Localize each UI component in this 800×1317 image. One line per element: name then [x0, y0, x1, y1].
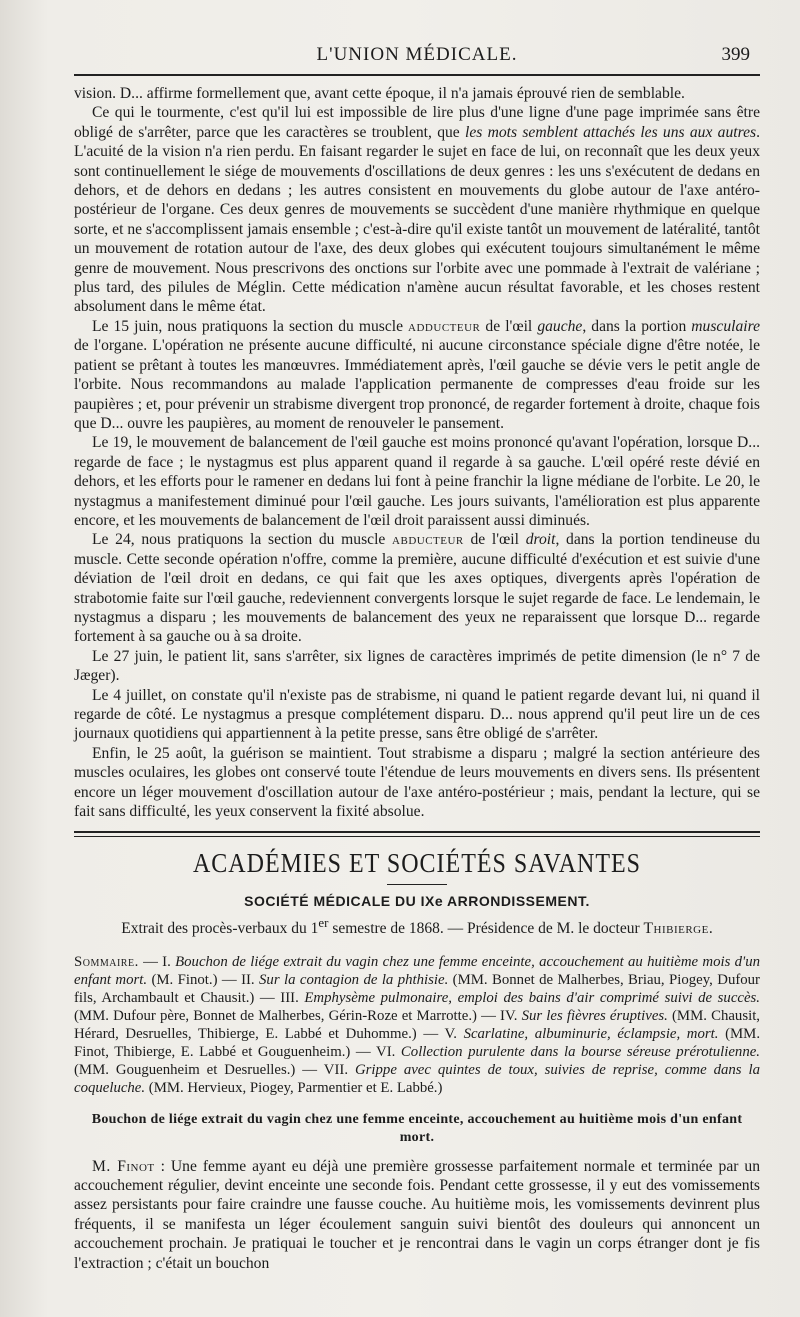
paragraph — [74, 1157, 760, 1273]
summary-item-title: Sur la contagion de la phthisie. — [259, 971, 449, 988]
text-run: Ce qui le tourmente, c'est qu'il lui est impossible de lire plus d'une ligne d'une page imprimée sans être obligé de s'arrêter, parce que les caractères se troublent, que — [74, 104, 760, 141]
summary-item-title: Bouchon de liége extrait du vagin chez une femme enceinte, accouchement au huitième mois d'un enfant mort. — [74, 953, 760, 988]
paragraph — [74, 317, 760, 433]
italic-run: les mots semblent attachés les uns aux autres — [465, 123, 757, 141]
society-heading: SOCIÉTÉ MÉDICALE DU IXe ARRONDISSEMENT. — [244, 893, 590, 910]
header-rule — [74, 74, 760, 76]
summary-item-title: Emphysème pulmonaire, emploi des bains d'air comprimé suivi de succès. — [304, 989, 760, 1006]
title-rule — [387, 884, 447, 885]
president-name: Thibierge — [643, 920, 709, 938]
paragraph: Enfin, le 25 août, la guérison se maintient. Tout strabisme a disparu ; malgré la section antérieure des muscles oculaires, les globes ont conservé toute l'étendue de leurs mouvements en divers sens. Ils présentent encore un léger mouvement d'oscillation autour de l'axe antéro-postérieur ; mais, pendant la lecture, qui se fait sans difficulté, les yeux conservent la fixité absolue. — [74, 744, 760, 821]
text-run: . — [708, 920, 713, 938]
text-run: (MM. Gouguenheim et Desruelles.) — VII. — [74, 1061, 355, 1078]
article-body — [74, 1157, 760, 1273]
paragraph: Le 27 juin, le patient lit, sans s'arrêter, six lignes de caractères imprimés de petite dimension (le n° 7 de Jæger). — [74, 647, 760, 685]
paragraph — [74, 103, 760, 316]
case-report-continuation — [74, 84, 760, 821]
text-run: semestre de 1868. — Présidence de M. le docteur — [328, 920, 644, 938]
paragraph: Le 4 juillet, on constate qu'il n'existe pas de strabisme, ni quand le patient regarde devant lui, ni quand il regarde de côté. Le nystagmus a presque complétement disparu. D... nous apprend qu'il peut lire un de ces journaux quotidiens qui appartiennent à la petite presse, sans être obligé de s'arrêter. — [74, 686, 760, 743]
page-number: 399 — [721, 44, 750, 65]
summary-item-title: Grippe avec quintes de toux, suivies de reprise, comme dans la coqueluche. — [74, 1061, 760, 1096]
text-run: (MM. Chausit, Hérard, Desruelles, Thibierge, E. Labbé et Duhomme.) — V. — [74, 1007, 761, 1042]
text-run: (MM. Hervieux, Piogey, Parmentier et E. Labbé.) — [145, 1079, 443, 1096]
text-run: (MM. Finot, Thibierge, E. Labbé et Gouguenheim.) — VI. — [74, 1025, 761, 1060]
summary-label: Sommaire. — [74, 953, 139, 970]
page-header — [74, 0, 760, 70]
small-caps-run: abducteur — [392, 531, 464, 549]
paragraph — [74, 530, 760, 646]
summary-item-title: Sur les fièvres éruptives. — [521, 1007, 668, 1024]
text-run: , dans la portion tendineuse du muscle. Cette seconde opération n'offre, comme la première, aucune difficulté d'exécution et est suivie d'une déviation de l'œil droit en dedans, ce qui fait que les axes optiques, divergents après l'opération de strabotomie faite sur l'œil gauche, redeviennent convergents lorsque le sujet regarde de face. Le lendemain, le nystagmus a disparu ; les mouvements de balancement des yeux ne reparaissent que lorsque D... regarde fortement à sa gauche ou à sa droite. — [74, 531, 761, 646]
paragraph: Le 19, le mouvement de balancement de l'œil gauche est moins prononcé qu'avant l'opération, lorsque D... regarde de face ; le nystagmus est plus apparent quand il regarde à sa gauche. L'œil opéré reste dévié en dehors, et les efforts pour le ramener en dedans lui font à peine franchir la ligne médiane de l'orbite. Le 20, le nystagmus a manifestement diminué pour l'œil gauche. Les jours suivants, l'amélioration est plus apparente encore, et les mouvements de balancement de l'œil droit paraissent aussi diminués. — [74, 434, 760, 529]
text-run: de l'œil — [463, 531, 526, 549]
text-run: . L'acuité de la vision n'a rien perdu. En faisant regarder le sujet en face de lui, on reconnaît que les deux yeux sont continuellement le siége de mouvements d'oscillations de deux genres : les uns s'exécutent de dedans en dehors, et de dehors en dedans ; les autres consistent en mouvements du globe autour de l'axe antéro-postérieur de l'organe. Ces deux genres de mouvements se succèdent d'une manière rhythmique en quelque sorte, et ne s'accomplissent jamais ensemble ; c'est-à-dire qu'il existe tantôt un mouvement de latéralité, tantôt un mouvement de rotation autour de l'axe, des deux globes qui exécutent toujours simultanément le même genre de mouvement. Nous prescrivons des onctions sur l'orbite avec une pommade à l'extrait de valériane ; plus tard, des pilules de Méglin. Cette médication n'amène aucun résultat favorable, et les choses restent absolument dans le même état. — [74, 123, 760, 316]
small-caps-run: adducteur — [408, 317, 481, 335]
text-run: de l'œil — [480, 317, 538, 335]
summary — [74, 953, 760, 1097]
running-title: L'UNION MÉDICALE. — [316, 44, 518, 65]
text-run: , dans la portion — [582, 317, 692, 335]
italic-run: gauche — [537, 317, 583, 335]
text-run: (MM. Dufour père, Bonnet de Malherbes, Gérin-Roze et Marrotte.) — IV. — [74, 1007, 522, 1024]
section-title: ACADÉMIES ET SOCIÉTÉS SAVANTES — [192, 849, 642, 880]
text-run: Extrait des procès-verbaux du 1 — [121, 920, 319, 938]
extract-line — [74, 915, 760, 938]
text-run: — I. — [138, 953, 176, 970]
text-run: (M. Finot.) — II. — [147, 971, 260, 988]
summary-item-title: Scarlatine, albuminurie, éclampsie, mort. — [463, 1025, 719, 1042]
text-run: Le 15 juin, nous pratiquons la section du muscle — [92, 317, 409, 335]
summary-item-title: Collection purulente dans la bourse séreuse prérotulienne. — [400, 1043, 760, 1060]
speaker-name: M. Finot — [92, 1157, 155, 1175]
superscript: er — [318, 915, 329, 931]
italic-run: musculaire — [691, 317, 761, 335]
article-title: Bouchon de liége extrait du vagin chez une femme enceinte, accouchement au huitième mois d'un enfant mort. — [91, 1111, 743, 1145]
paragraph: vision. D... affirme formellement que, avant cette époque, il n'a jamais éprouvé rien de semblable. — [74, 85, 685, 102]
text-run: : Une femme ayant eu déjà une première grossesse parfaitement normale et terminée par un accouchement régulier, devint enceinte une seconde fois. Pendant cette grossesse, il y eut des vomissements assez persistants pour faire craindre une fausse couche. Au huitième mois, les vomissements devinrent plus fréquents, il se manifesta un léger écoulement sanguin suivi bientôt des douleurs qui annoncent un accouchement prochain. Je pratiquai le toucher et je rencontrai dans le vagin un corps étranger dont je fis l'extraction ; c'était un bouchon — [74, 1157, 761, 1272]
section-divider — [74, 831, 760, 837]
text-run: (MM. Bonnet de Malherbes, Briau, Piogey, Dufour fils, Archambault et Chausit.) — III. — [74, 971, 760, 1006]
italic-run: droit — [525, 531, 556, 549]
text-run: de l'organe. L'opération ne présente aucune difficulté, ni aucune circonstance spéciale digne d'être notée, le patient se prêtant à toutes les manœuvres. Immédiatement après, l'œil gauche se dévie vers le petit angle de l'orbite. Nous recommandons au malade l'application permanente de compresses d'eau froide sur les paupières ; et, pour prévenir un strabisme divergent trop prononcé, de regarder fortement à droite, chaque fois que D... ouvre les paupières, au moment de renouveler le pansement. — [74, 337, 760, 432]
text-run: Le 24, nous pratiquons la section du muscle — [92, 531, 393, 549]
